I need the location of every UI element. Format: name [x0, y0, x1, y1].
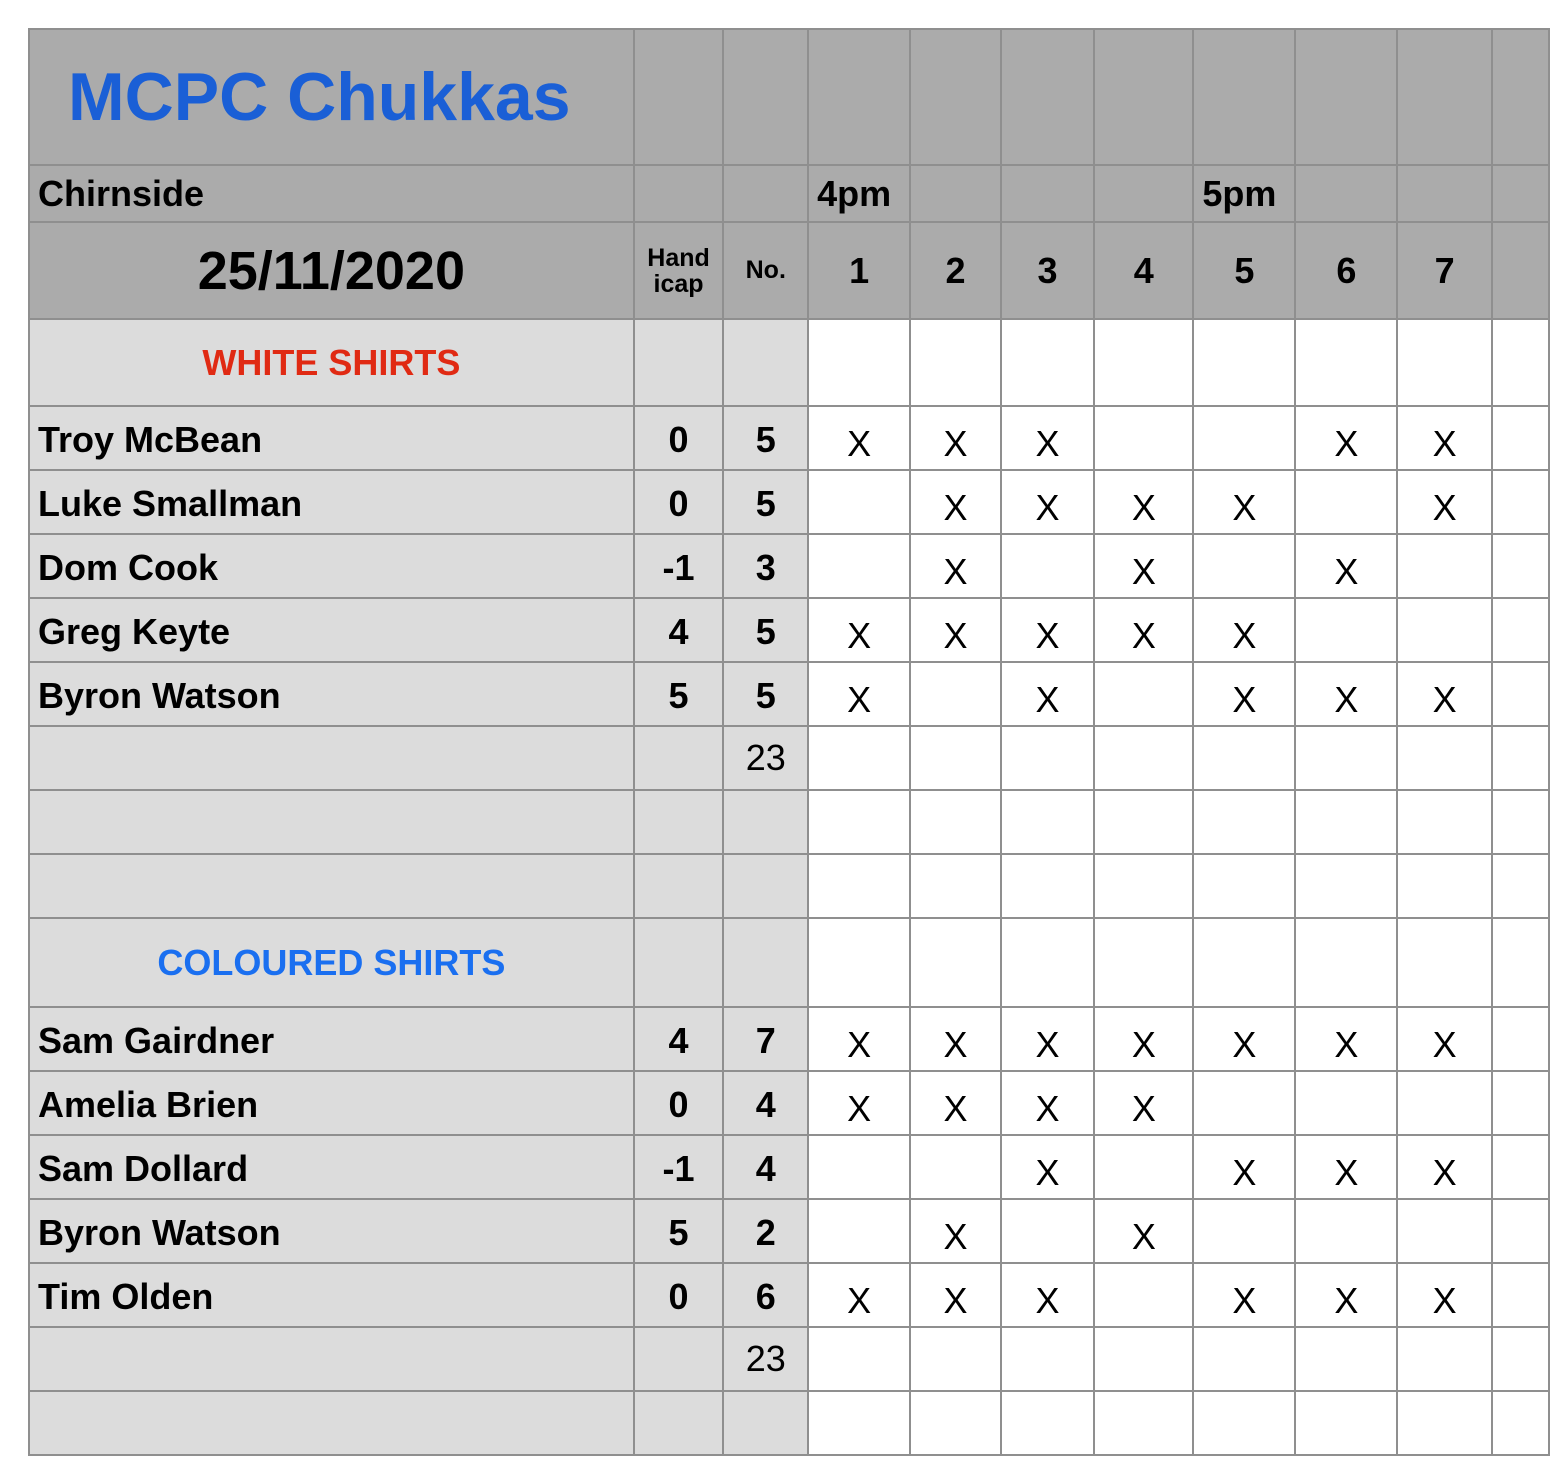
- chukka-mark-2: X: [910, 534, 1001, 598]
- chukka-mark-3: X: [1001, 1007, 1094, 1071]
- grid-cell: [1492, 854, 1549, 918]
- grid-cell: [910, 1327, 1001, 1391]
- grid-cell: [1193, 854, 1295, 918]
- grid-cell: [1193, 29, 1295, 165]
- team-total: 23: [723, 726, 808, 790]
- grid-cell: [634, 854, 724, 918]
- chukka-cell-4: [1094, 662, 1193, 726]
- chukka-mark-2: X: [910, 1199, 1001, 1263]
- handicap-header: [634, 222, 724, 319]
- chukka-mark-2: X: [910, 1007, 1001, 1071]
- grid-cell: [1492, 222, 1549, 319]
- grid-cell: [29, 854, 634, 918]
- player-row: [29, 598, 1549, 662]
- grid-cell: [910, 918, 1001, 1007]
- chukka-header-4: 4: [1094, 222, 1193, 319]
- chukka-mark-7: X: [1397, 470, 1491, 534]
- chukka-cell-1: [808, 470, 910, 534]
- grid-cell: [1397, 1391, 1491, 1455]
- player-name: Greg Keyte: [29, 598, 634, 662]
- grid-cell: [1295, 1391, 1397, 1455]
- chukka-mark-6: X: [1295, 1135, 1397, 1199]
- chukka-header-2: 2: [910, 222, 1001, 319]
- chukka-cell-1: [808, 1199, 910, 1263]
- grid-cell: [1295, 165, 1397, 222]
- grid-cell: [808, 854, 910, 918]
- player-row: [29, 1263, 1549, 1327]
- grid-cell: [634, 790, 724, 854]
- grid-cell: [723, 918, 808, 1007]
- sheet-date: 25/11/2020: [29, 222, 634, 319]
- grid-cell: [808, 319, 910, 406]
- grid-cell: [1295, 918, 1397, 1007]
- chukka-header-3: 3: [1001, 222, 1094, 319]
- grid-cell: [723, 854, 808, 918]
- chukka-mark-6: X: [1295, 406, 1397, 470]
- chukka-cell-7: [1397, 1199, 1491, 1263]
- grid-cell: [723, 790, 808, 854]
- grid-cell: [1492, 1199, 1549, 1263]
- grid-cell: [1397, 165, 1491, 222]
- grid-cell: [808, 1391, 910, 1455]
- grid-cell: [1492, 534, 1549, 598]
- chukka-mark-4: X: [1094, 598, 1193, 662]
- chukka-mark-3: X: [1001, 1263, 1094, 1327]
- chukka-header-6: 6: [1295, 222, 1397, 319]
- grid-cell: [1001, 726, 1094, 790]
- player-number: 6: [723, 1263, 808, 1327]
- grid-cell: [1193, 918, 1295, 1007]
- chukka-mark-5: X: [1193, 662, 1295, 726]
- grid-cell: [1001, 854, 1094, 918]
- player-row: [29, 406, 1549, 470]
- player-handicap: 0: [634, 406, 724, 470]
- chukka-cell-4: [1094, 1263, 1193, 1327]
- grid-cell: [29, 790, 634, 854]
- chukka-cell-6: [1295, 470, 1397, 534]
- grid-cell: [808, 790, 910, 854]
- grid-cell: [723, 1391, 808, 1455]
- grid-cell: [634, 918, 724, 1007]
- grid-cell: [1001, 165, 1094, 222]
- chukka-mark-2: X: [910, 1263, 1001, 1327]
- player-number: 4: [723, 1071, 808, 1135]
- chukka-cell-7: [1397, 1071, 1491, 1135]
- player-row: [29, 1135, 1549, 1199]
- player-handicap: 4: [634, 598, 724, 662]
- chukka-mark-3: X: [1001, 406, 1094, 470]
- grid-cell: [1492, 29, 1549, 165]
- grid-cell: [634, 165, 724, 222]
- grid-cell: [634, 319, 724, 406]
- player-handicap: -1: [634, 1135, 724, 1199]
- grid-cell: [29, 1327, 634, 1391]
- player-name: Tim Olden: [29, 1263, 634, 1327]
- chukka-cell-7: [1397, 534, 1491, 598]
- grid-cell: [1492, 1391, 1549, 1455]
- grid-cell: [1001, 1327, 1094, 1391]
- chukka-mark-7: X: [1397, 1263, 1491, 1327]
- grid-cell: [1295, 1327, 1397, 1391]
- chukka-mark-3: X: [1001, 1135, 1094, 1199]
- team-heading: COLOURED SHIRTS: [29, 918, 634, 1007]
- chukka-cell-2: [910, 662, 1001, 726]
- chukka-cell-5: [1193, 406, 1295, 470]
- grid-cell: [1492, 662, 1549, 726]
- grid-cell: [808, 726, 910, 790]
- chukka-mark-6: X: [1295, 534, 1397, 598]
- grid-cell: [1001, 918, 1094, 1007]
- chukka-mark-5: X: [1193, 470, 1295, 534]
- chukka-mark-6: X: [1295, 1007, 1397, 1071]
- grid-cell: [723, 29, 808, 165]
- chukka-mark-2: X: [910, 406, 1001, 470]
- grid-cell: [1397, 790, 1491, 854]
- grid-cell: [1295, 319, 1397, 406]
- chukka-mark-7: X: [1397, 662, 1491, 726]
- chukka-cell-5: [1193, 534, 1295, 598]
- grid-cell: [1295, 790, 1397, 854]
- grid-cell: [1492, 1071, 1549, 1135]
- player-handicap: -1: [634, 534, 724, 598]
- chukka-header-1: 1: [808, 222, 910, 319]
- chukka-mark-4: X: [1094, 534, 1193, 598]
- handicap-header-line-2: icap: [653, 269, 704, 298]
- grid-cell: [1295, 726, 1397, 790]
- grid-cell: [1397, 854, 1491, 918]
- chukka-mark-4: X: [1094, 470, 1193, 534]
- player-row: [29, 1071, 1549, 1135]
- grid-cell: [29, 726, 634, 790]
- grid-cell: [1094, 918, 1193, 1007]
- player-name: Byron Watson: [29, 1199, 634, 1263]
- time-label-5pm: 5pm: [1193, 165, 1295, 222]
- player-name: Byron Watson: [29, 662, 634, 726]
- chukka-mark-1: X: [808, 1071, 910, 1135]
- player-handicap: 5: [634, 1199, 724, 1263]
- grid-cell: [910, 790, 1001, 854]
- chukka-mark-5: X: [1193, 598, 1295, 662]
- grid-cell: [723, 319, 808, 406]
- player-name: Amelia Brien: [29, 1071, 634, 1135]
- player-name: Sam Dollard: [29, 1135, 634, 1199]
- chukka-cell-4: [1094, 406, 1193, 470]
- chukka-cell-1: [808, 1135, 910, 1199]
- chukka-header-5: 5: [1193, 222, 1295, 319]
- grid-cell: [910, 1391, 1001, 1455]
- grid-cell: [1193, 790, 1295, 854]
- player-row: [29, 1007, 1549, 1071]
- chukka-mark-5: X: [1193, 1135, 1295, 1199]
- grid-cell: [634, 1327, 724, 1391]
- grid-cell: [1492, 598, 1549, 662]
- player-number: 5: [723, 662, 808, 726]
- team-heading: WHITE SHIRTS: [29, 319, 634, 406]
- grid-cell: [1001, 319, 1094, 406]
- chukka-mark-5: X: [1193, 1263, 1295, 1327]
- chukka-mark-3: X: [1001, 598, 1094, 662]
- team-total: 23: [723, 1327, 808, 1391]
- chukka-mark-7: X: [1397, 1007, 1491, 1071]
- player-name: Troy McBean: [29, 406, 634, 470]
- grid-cell: [1094, 29, 1193, 165]
- chukka-mark-1: X: [808, 406, 910, 470]
- grid-cell: [1193, 1391, 1295, 1455]
- grid-cell: [634, 29, 724, 165]
- chukka-mark-4: X: [1094, 1007, 1193, 1071]
- grid-cell: [634, 726, 724, 790]
- chukka-mark-7: X: [1397, 1135, 1491, 1199]
- grid-cell: [1492, 470, 1549, 534]
- chukka-cell-5: [1193, 1071, 1295, 1135]
- player-row: [29, 662, 1549, 726]
- grid-cell: [910, 854, 1001, 918]
- chukka-cell-4: [1094, 1135, 1193, 1199]
- grid-cell: [910, 319, 1001, 406]
- grid-cell: [1492, 918, 1549, 1007]
- player-row: [29, 534, 1549, 598]
- grid-cell: [1492, 319, 1549, 406]
- chukka-cell-3: [1001, 1199, 1094, 1263]
- player-name: Dom Cook: [29, 534, 634, 598]
- sheet-title: MCPC Chukkas: [29, 29, 634, 165]
- grid-cell: [808, 1327, 910, 1391]
- grid-cell: [910, 165, 1001, 222]
- player-number: 4: [723, 1135, 808, 1199]
- chukka-mark-7: X: [1397, 406, 1491, 470]
- chukka-mark-4: X: [1094, 1071, 1193, 1135]
- grid-cell: [1001, 29, 1094, 165]
- grid-cell: [1492, 1327, 1549, 1391]
- grid-cell: [1397, 726, 1491, 790]
- chukka-mark-1: X: [808, 1263, 910, 1327]
- player-number: 2: [723, 1199, 808, 1263]
- chukka-sheet: [28, 28, 1550, 1456]
- grid-cell: [1492, 406, 1549, 470]
- player-number: 3: [723, 534, 808, 598]
- grid-cell: [634, 1391, 724, 1455]
- chukka-mark-3: X: [1001, 470, 1094, 534]
- player-name: Luke Smallman: [29, 470, 634, 534]
- grid-cell: [1397, 1327, 1491, 1391]
- grid-cell: [1094, 854, 1193, 918]
- grid-cell: [1193, 319, 1295, 406]
- grid-cell: [1295, 854, 1397, 918]
- player-number: 5: [723, 598, 808, 662]
- chukka-cell-5: [1193, 1199, 1295, 1263]
- chukka-cell-6: [1295, 1199, 1397, 1263]
- venue-label: Chirnside: [29, 165, 634, 222]
- chukka-cell-1: [808, 534, 910, 598]
- chukka-mark-3: X: [1001, 1071, 1094, 1135]
- chukka-mark-2: X: [910, 470, 1001, 534]
- chukka-mark-1: X: [808, 598, 910, 662]
- chukka-cell-6: [1295, 598, 1397, 662]
- grid-cell: [808, 29, 910, 165]
- chukka-cell-7: [1397, 598, 1491, 662]
- chukka-mark-3: X: [1001, 662, 1094, 726]
- time-label-4pm: 4pm: [808, 165, 910, 222]
- grid-cell: [1492, 790, 1549, 854]
- player-number: 7: [723, 1007, 808, 1071]
- chukka-mark-4: X: [1094, 1199, 1193, 1263]
- grid-cell: [1492, 1007, 1549, 1071]
- chukka-cell-3: [1001, 534, 1094, 598]
- grid-cell: [1001, 1391, 1094, 1455]
- grid-cell: [1094, 1391, 1193, 1455]
- player-name: Sam Gairdner: [29, 1007, 634, 1071]
- chukka-cell-6: [1295, 1071, 1397, 1135]
- grid-cell: [808, 918, 910, 1007]
- grid-cell: [1094, 165, 1193, 222]
- grid-cell: [1193, 1327, 1295, 1391]
- grid-cell: [910, 726, 1001, 790]
- chukka-mark-6: X: [1295, 662, 1397, 726]
- grid-cell: [1397, 29, 1491, 165]
- chukka-mark-2: X: [910, 598, 1001, 662]
- grid-cell: [1397, 319, 1491, 406]
- player-handicap: 4: [634, 1007, 724, 1071]
- grid-cell: [723, 165, 808, 222]
- grid-cell: [1492, 726, 1549, 790]
- grid-cell: [1492, 1263, 1549, 1327]
- player-row: [29, 470, 1549, 534]
- player-row: [29, 1199, 1549, 1263]
- grid-cell: [1094, 1327, 1193, 1391]
- grid-cell: [1001, 790, 1094, 854]
- chukka-mark-6: X: [1295, 1263, 1397, 1327]
- chukka-cell-2: [910, 1135, 1001, 1199]
- chukka-header-7: 7: [1397, 222, 1491, 319]
- grid-cell: [1397, 918, 1491, 1007]
- grid-cell: [1094, 790, 1193, 854]
- grid-cell: [910, 29, 1001, 165]
- grid-cell: [1492, 165, 1549, 222]
- chukka-mark-1: X: [808, 1007, 910, 1071]
- player-handicap: 0: [634, 470, 724, 534]
- number-header: No.: [723, 222, 808, 319]
- player-handicap: 5: [634, 662, 724, 726]
- player-handicap: 0: [634, 1263, 724, 1327]
- grid-cell: [1094, 726, 1193, 790]
- grid-cell: [29, 1391, 634, 1455]
- handicap-header-line-1: Hand: [647, 243, 710, 272]
- chukka-mark-2: X: [910, 1071, 1001, 1135]
- grid-cell: [1094, 319, 1193, 406]
- grid-cell: [1193, 726, 1295, 790]
- chukka-mark-1: X: [808, 662, 910, 726]
- chukka-mark-5: X: [1193, 1007, 1295, 1071]
- player-number: 5: [723, 406, 808, 470]
- player-handicap: 0: [634, 1071, 724, 1135]
- player-number: 5: [723, 470, 808, 534]
- grid-cell: [1492, 1135, 1549, 1199]
- grid-cell: [1295, 29, 1397, 165]
